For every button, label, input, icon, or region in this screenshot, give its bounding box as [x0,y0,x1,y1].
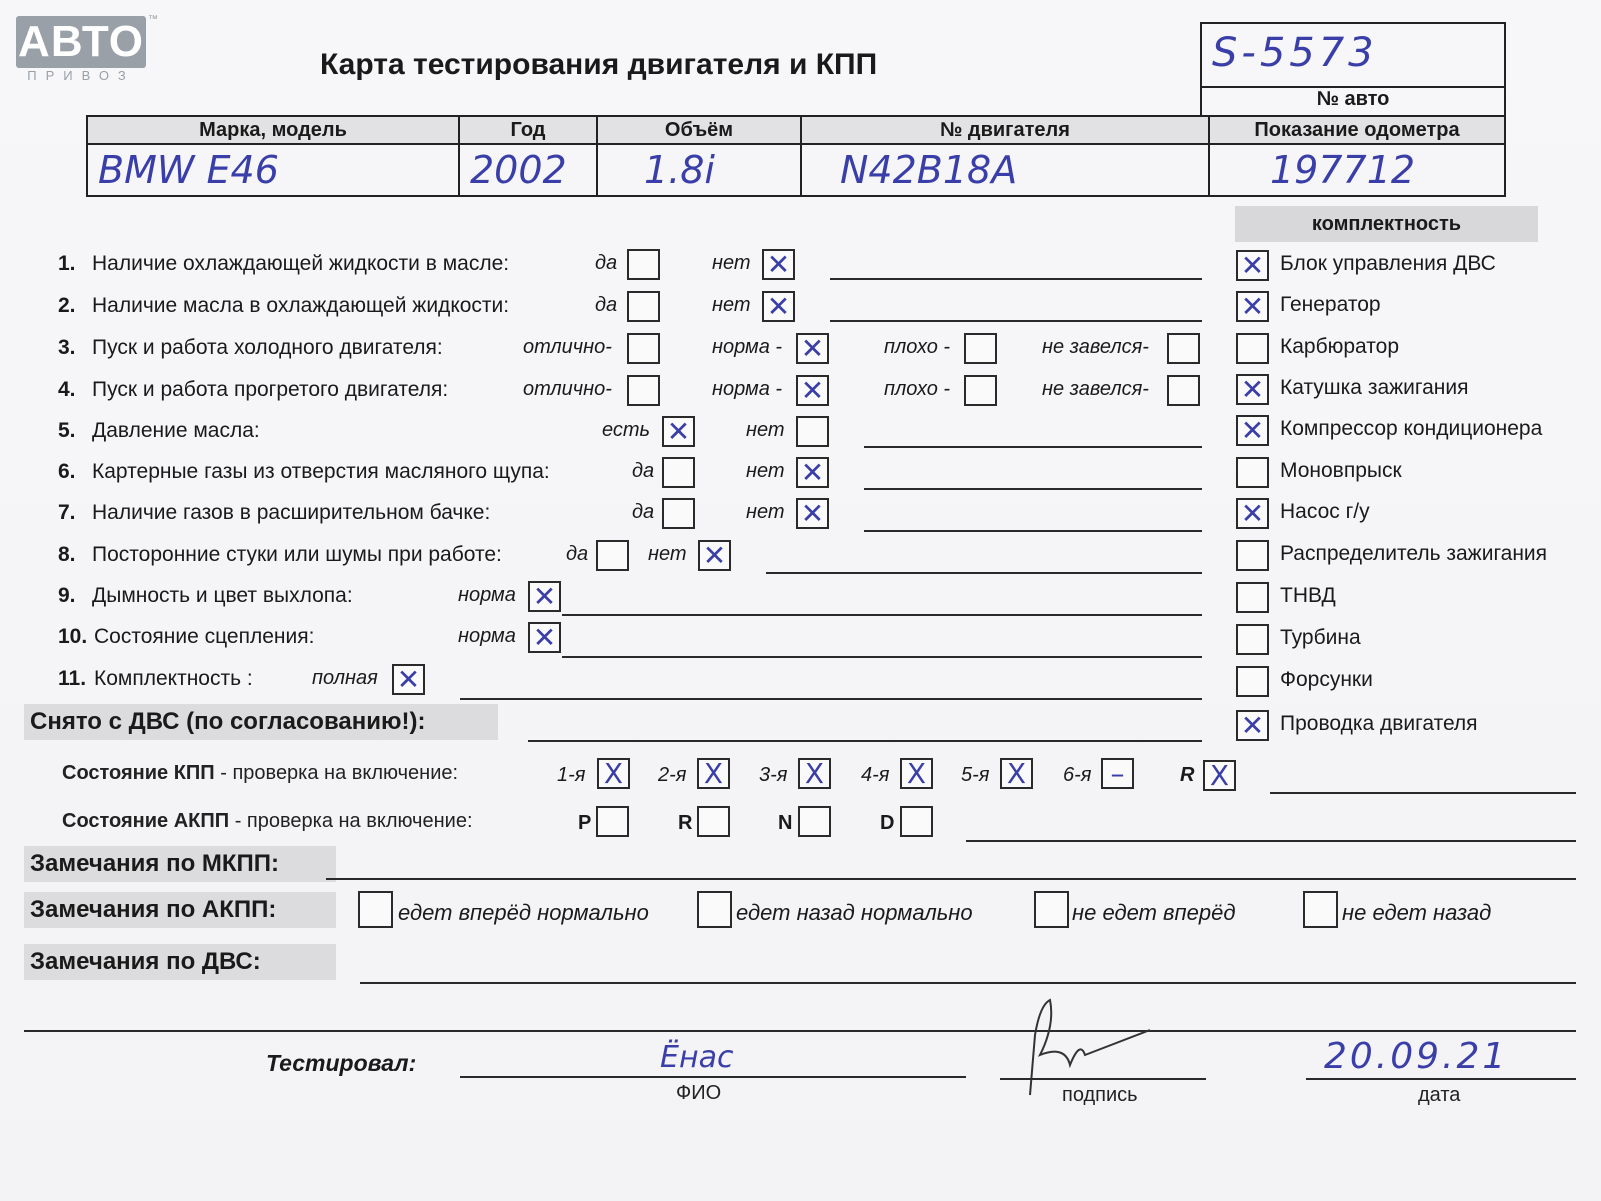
option-label: да [566,543,589,565]
option-label: полная [312,667,378,689]
check-mark-icon: X [804,757,825,790]
date-line [1306,1078,1576,1080]
mode-checkbox[interactable] [697,806,730,837]
question-number: 10. [58,625,88,648]
question-label: Дымность и цвет выхлопа: [92,584,353,607]
trademark-mark: ™ [148,14,158,25]
gear-checkbox[interactable] [1203,760,1236,791]
option-label: да [632,460,655,482]
question-number: 6. [58,460,76,483]
auto-number-value: S-5573 [1212,30,1378,76]
option-label: норма [458,625,516,647]
gear-label: 2-я [658,764,687,786]
option-label: нет [746,501,785,523]
gear-label: 1-я [557,764,586,786]
akpp-remark-checkbox[interactable] [697,891,732,928]
year-value: 2002 [470,148,567,192]
completeness-item-label: Блок управления ДВС [1280,252,1496,275]
gear-checkbox[interactable] [1101,758,1134,789]
akpp-remark-checkbox[interactable] [358,891,393,928]
check-mark-icon: X [1209,759,1230,792]
answer-line [24,1030,1576,1032]
cell-make-model [87,144,459,196]
question-number: 4. [58,378,76,401]
question-label: Наличие масла в охлаждающей жидкости: [92,294,510,317]
remarks-dvs-label: Замечания по ДВС: [24,944,336,980]
completeness-checkbox[interactable] [1236,457,1269,488]
check-mark-icon: ✕ [1240,290,1265,323]
check-mark-icon: X [603,757,624,790]
check-mark-icon: ✕ [800,374,825,407]
mode-label: D [880,812,895,834]
logo-text: АВТО [18,17,144,66]
answer-line [864,446,1202,448]
remarks-mkpp-label: Замечания по МКПП: [24,846,336,882]
checkbox-checked[interactable] [796,375,829,406]
answer-line [830,278,1202,280]
option-label: не завелся- [1042,378,1149,400]
question-number: 2. [58,294,76,317]
completeness-checkbox-checked[interactable] [1236,374,1269,405]
date-value: 20.09.21 [1324,1036,1509,1077]
akpp-label [62,810,473,833]
option-label: да [595,294,618,316]
removed-section-label: Снято с ДВС (по согласованию!): [24,704,498,740]
signature-label: подпись [1062,1084,1138,1106]
completeness-checkbox-checked[interactable] [1236,415,1269,446]
fio-line [460,1076,966,1078]
option-label: норма - [712,336,783,358]
akpp-remark-option: едет вперёд нормально [398,900,649,925]
checkbox[interactable] [662,457,695,488]
answer-line [1270,792,1576,794]
gear-checkbox[interactable] [597,758,630,789]
option-label: норма [458,584,516,606]
check-mark-icon: X [906,757,927,790]
checkbox[interactable] [596,540,629,571]
completeness-item-label: Генератор [1280,293,1381,316]
question-label: Наличие охлаждающей жидкости в масле: [92,252,510,275]
option-label: да [595,252,618,274]
fio-value: Ёнас [660,1040,734,1075]
checkbox[interactable] [796,416,829,447]
completeness-checkbox-checked[interactable] [1236,498,1269,529]
answer-line [326,878,1576,880]
cell-engine-no [801,144,1209,196]
answer-line [528,740,1202,742]
checkbox[interactable] [662,498,695,529]
option-label: нет [746,460,785,482]
completeness-checkbox[interactable] [1236,666,1269,697]
completeness-item-label: Катушка зажигания [1280,376,1469,399]
checkbox[interactable] [1167,333,1200,364]
check-mark-icon: ✕ [702,539,727,572]
cell-volume [597,144,801,196]
engine-no-value: N42B18A [840,148,1018,192]
checkbox[interactable] [627,249,660,280]
cell-year [459,144,597,196]
mode-checkbox[interactable] [798,806,831,837]
checkbox[interactable] [627,291,660,322]
mode-checkbox[interactable] [900,806,933,837]
dash-mark-icon: – [1110,757,1125,790]
akpp-remark-option: едет назад нормально [736,900,973,925]
completeness-item-label: Турбина [1280,626,1361,649]
option-label: да [632,501,655,523]
akpp-remark-option: не едет назад [1342,900,1492,925]
answer-line [562,656,1202,658]
question-label: Комплектность : [94,667,253,690]
make-model-value: BMW E46 [98,148,279,192]
akpp-remark-checkbox[interactable] [1034,891,1069,928]
check-mark-icon: ✕ [766,248,791,281]
checkbox[interactable] [964,375,997,406]
completeness-header: комплектность [1235,206,1538,242]
question-label: Состояние сцепления: [94,625,315,648]
option-label: отлично- [523,336,612,358]
page-title: Карта тестирования двигателя и КПП [320,48,878,81]
option-label: есть [602,419,651,441]
check-mark-icon: ✕ [532,580,557,613]
question-label: Наличие газов в расширительном бачке: [92,501,491,524]
answer-line [562,614,1202,616]
mode-label: N [778,812,793,834]
question-number: 11. [58,667,87,690]
checkbox[interactable] [1167,375,1200,406]
checkbox-checked[interactable] [528,581,561,612]
option-label: нет [746,419,785,441]
checkbox-checked[interactable] [796,333,829,364]
check-mark-icon: ✕ [396,663,421,696]
check-mark-icon: ✕ [766,290,791,323]
completeness-item-label: Форсунки [1280,668,1373,691]
checkbox-checked[interactable] [392,664,425,695]
check-mark-icon: ✕ [1240,249,1265,282]
check-mark-icon: ✕ [1240,709,1265,742]
checkbox-checked[interactable] [796,457,829,488]
checkbox-checked[interactable] [528,622,561,653]
question-label: Картерные газы из отверстия масляного щупа: [92,460,550,483]
tested-by-label: Тестировал: [266,1050,417,1076]
completeness-item-label: Распределитель зажигания [1280,542,1548,565]
gear-checkbox[interactable] [1000,758,1033,789]
check-mark-icon: ✕ [800,332,825,365]
answer-line [864,488,1202,490]
akpp-remark-option: не едет вперёд [1072,900,1236,925]
odometer-value: 197712 [1270,148,1416,192]
option-label: нет [712,294,751,316]
cell-odometer [1209,144,1505,196]
answer-line [966,840,1576,842]
kpp-label [62,762,458,785]
check-mark-icon: ✕ [532,621,557,654]
akpp-remark-checkbox[interactable] [1303,891,1338,928]
kpp-label-rest: - проверка на включение: [214,762,459,784]
check-mark-icon: ✕ [1240,497,1265,530]
col-header-volume: Объём [597,116,801,144]
option-label: плохо - [884,336,951,358]
vehicle-info-table [86,115,1506,197]
checkbox-checked[interactable] [698,540,731,571]
gear-label: 4-я [861,764,890,786]
check-mark-icon: ✕ [800,497,825,530]
completeness-item-label: Проводка двигателя [1280,712,1478,735]
col-header-year: Год [459,116,597,144]
gear-label: 6-я [1063,764,1092,786]
option-label: нет [712,252,751,274]
completeness-item-label: Компрессор кондиционера [1280,417,1543,440]
signature-line [1000,1078,1206,1080]
option-label: норма - [712,378,783,400]
gear-label: 5-я [961,764,990,786]
check-mark-icon: X [1006,757,1027,790]
col-header-engine-no: № двигателя [801,116,1209,144]
answer-line [864,530,1202,532]
akpp-label-bold: Состояние АКПП [62,810,230,832]
checkbox-checked[interactable] [762,249,795,280]
question-label: Пуск и работа холодного двигателя: [92,336,443,359]
answer-line [460,698,1202,700]
checkbox-checked[interactable] [662,416,695,447]
question-number: 7. [58,501,76,524]
question-number: 5. [58,419,76,442]
check-mark-icon: ✕ [1240,373,1265,406]
completeness-checkbox-checked[interactable] [1236,250,1269,281]
checkbox-checked[interactable] [796,498,829,529]
check-mark-icon: ✕ [666,415,691,448]
check-mark-icon: ✕ [1240,414,1265,447]
gear-label: R [1180,764,1195,786]
gear-label: 3-я [759,764,788,786]
checkbox[interactable] [964,333,997,364]
answer-line [360,982,1576,984]
question-number: 8. [58,543,76,566]
gear-checkbox[interactable] [697,758,730,789]
kpp-label-bold: Состояние КПП [62,762,215,784]
col-header-make-model: Марка, модель [87,116,459,144]
auto-number-label: № авто [1316,88,1390,110]
completeness-item-label: Насос г/у [1280,500,1370,523]
mode-label: P [578,812,592,834]
completeness-item-label: ТНВД [1280,584,1336,607]
mode-label: R [678,812,693,834]
completeness-checkbox-checked[interactable] [1236,291,1269,322]
completeness-item-label: Карбюратор [1280,335,1400,358]
option-label: отлично- [523,378,612,400]
completeness-checkbox[interactable] [1236,624,1269,655]
checkbox-checked[interactable] [762,291,795,322]
avtoprivoz-logo [16,16,146,68]
completeness-checkbox[interactable] [1236,540,1269,571]
completeness-checkbox[interactable] [1236,333,1269,364]
completeness-checkbox[interactable] [1236,582,1269,613]
option-label: нет [648,543,687,565]
question-label: Пуск и работа прогретого двигателя: [92,378,449,401]
check-mark-icon: X [703,757,724,790]
volume-value: 1.8i [644,148,715,192]
date-label: дата [1418,1084,1461,1106]
answer-line [766,572,1202,574]
option-label: плохо - [884,378,951,400]
akpp-label-rest: - проверка на включение: [229,810,473,832]
question-number: 9. [58,584,76,607]
checkbox[interactable] [627,333,660,364]
mode-checkbox[interactable] [596,806,629,837]
gear-checkbox[interactable] [798,758,831,789]
col-header-odometer: Показание одометра [1209,116,1505,144]
check-mark-icon: ✕ [800,456,825,489]
fio-label: ФИО [676,1082,722,1104]
remarks-akpp-label: Замечания по АКПП: [24,892,336,928]
option-label: не завелся- [1042,336,1149,358]
completeness-checkbox-checked[interactable] [1236,710,1269,741]
question-label: Посторонние стуки или шумы при работе: [92,543,502,566]
question-number: 1. [58,252,76,275]
question-label: Давление масла: [92,419,260,442]
completeness-item-label: Моновпрыск [1280,459,1402,482]
checkbox[interactable] [627,375,660,406]
logo-subtitle: ПРИВОЗ [27,68,135,83]
gear-checkbox[interactable] [900,758,933,789]
answer-line [830,320,1202,322]
question-number: 3. [58,336,76,359]
